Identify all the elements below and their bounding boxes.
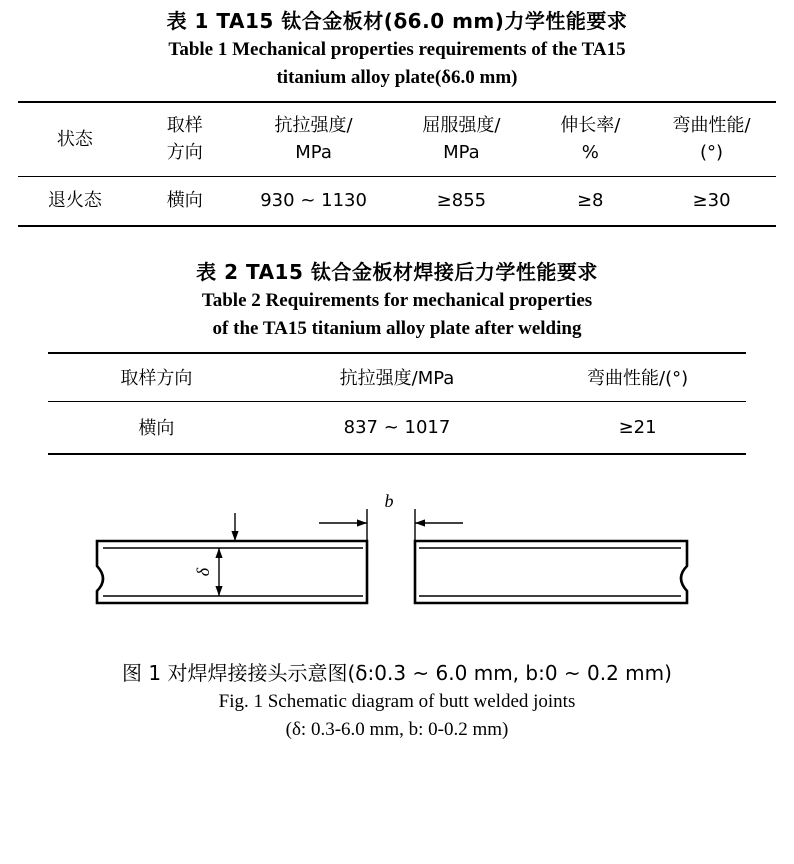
table1-col-tensile: [238, 102, 390, 177]
table1-col-elongation-line2: %: [581, 142, 599, 164]
table1-col-bending: [647, 102, 776, 177]
table1-col-state-line1: 状态: [56, 128, 93, 150]
figure1: [18, 491, 776, 743]
table1-wrap: [18, 101, 776, 227]
table2-col-bending: 弯曲性能/(°): [529, 353, 745, 402]
left-plate-outline: [97, 541, 367, 603]
table2-caption-cn: 表 2 TA15 钛合金板材焊接后力学性能要求: [196, 260, 598, 285]
table1-col-state: [18, 102, 132, 177]
table2-col-tensile: 抗拉强度/MPa: [264, 353, 529, 402]
figure1-caption-cn: 图 1 对焊焊接接头示意图(δ:0.3 ~ 6.0 mm, b:0 ~ 0.2 mm): [122, 661, 672, 686]
table1-col-direction-line2: 方向: [166, 142, 203, 164]
table1-col-bending-line1: 弯曲性能/: [672, 115, 751, 137]
table1-col-direction: [132, 102, 238, 177]
delta-leader-arrow: [231, 531, 238, 541]
table1-cell-elongation: ≥8: [576, 190, 604, 212]
table2-caption-en-line1: Table 2 Requirements for mechanical properties: [201, 290, 593, 312]
figure1-label-b: b: [384, 491, 394, 512]
table2-body: [48, 402, 745, 455]
table1-caption-cn: 表 1 TA15 钛合金板材(δ6.0 mm)力学性能要求: [166, 9, 628, 33]
table2-caption-en-line2: of the TA15 titanium alloy plate after welding: [212, 317, 582, 339]
b-arrowhead-left: [357, 520, 367, 527]
spacer-after-table1: [18, 227, 776, 257]
table1-col-tensile-line2: MPa: [295, 142, 332, 164]
table1-body: [18, 177, 776, 227]
figure1-label-delta: δ: [193, 568, 213, 577]
table1-cell-tensile: 930 ~ 1130: [260, 190, 367, 212]
table1-cell-bending: ≥30: [692, 190, 731, 212]
table1-cell-yield: ≥855: [436, 190, 487, 212]
figure1-caption-en-line2: (δ: 0.3-6.0 mm, b: 0-0.2 mm): [285, 718, 509, 740]
table1-col-direction-line1: 取样: [166, 115, 203, 137]
table1-col-tensile-line1: 抗拉强度/: [274, 115, 353, 137]
table1-col-elongation-line1: 伸长率/: [560, 115, 621, 137]
table1-col-yield: [389, 102, 533, 177]
table1-cell-state: 退火态: [47, 190, 102, 212]
table-row: [18, 177, 776, 227]
figure1-caption-en-line1: Fig. 1 Schematic diagram of butt welded joints: [218, 691, 576, 713]
table1: [18, 101, 776, 227]
table2-cell-tensile: 837 ~ 1017: [343, 416, 451, 438]
table2-col-direction: 取样方向: [48, 353, 264, 402]
table2: [48, 352, 745, 455]
right-plate-outline: [415, 541, 687, 603]
table-row: [48, 402, 745, 455]
table2-wrap: [18, 352, 776, 455]
table1-col-yield-line1: 屈服强度/: [422, 115, 501, 137]
table1-col-yield-line2: MPa: [443, 142, 480, 164]
table2-cell-bending: ≥21: [618, 416, 657, 438]
table1-header-row: [18, 102, 776, 177]
table1-col-elongation: [533, 102, 647, 177]
table2-cell-direction: 横向: [138, 418, 175, 440]
b-arrowhead-right: [415, 520, 425, 527]
table1-head: [18, 102, 776, 177]
table1-col-bending-line2: (°): [700, 142, 724, 164]
table1-cell-direction: 横向: [166, 190, 203, 212]
table2-head: [48, 353, 745, 402]
figure1-drawing: [67, 491, 727, 641]
table2-header-row: [48, 353, 745, 402]
table1-caption-en-line2: titanium alloy plate(δ6.0 mm): [276, 66, 518, 88]
table1-caption-en-line1: Table 1 Mechanical properties requirements of the TA15: [168, 39, 626, 60]
